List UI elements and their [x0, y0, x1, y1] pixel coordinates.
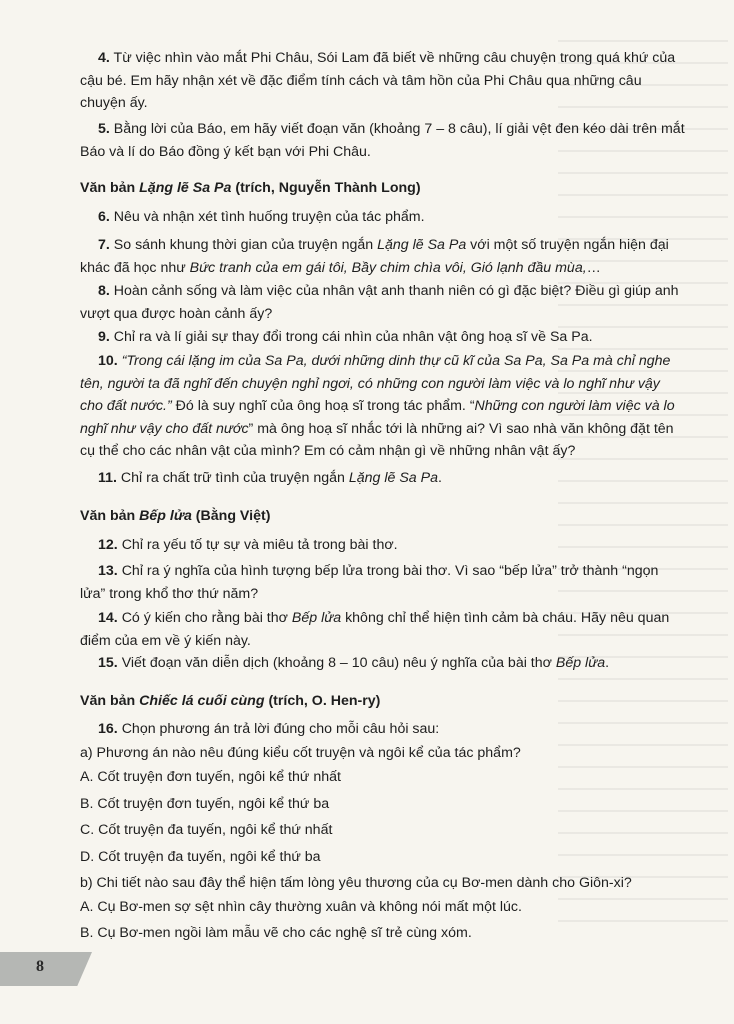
option-b-A: A. Cụ Bơ-men sợ sệt nhìn cây thường xuân và không nói mất một lúc. [80, 899, 522, 915]
question-number: 4. [98, 50, 110, 66]
question-number: 14. [98, 610, 118, 626]
section-title: Chiếc lá cuối cùng [139, 693, 265, 709]
question-number: 10. [98, 353, 118, 369]
section-heading-chiec-la-cuoi-cung [80, 690, 686, 713]
question-text: … [586, 259, 601, 276]
quotation: “Trong cái lặng im của Sa Pa, dưới những dinh thự cũ kĩ của Sa Pa, Sa Pa mà chỉ nghe tên, người ta đã nghĩ đến chuyện nghỉ ngơi, có những con người làm việc và lo nghĩ như vậy cho đất nước.” [80, 353, 671, 414]
question-number: 6. [98, 209, 110, 225]
question-text: So sánh khung thời gian của truyện ngắn [113, 237, 378, 253]
question-number: 9. [98, 329, 110, 345]
question-number: 16. [98, 721, 118, 737]
question-text: Viết đoạn văn diễn dịch (khoảng 8 – 10 câu) nêu ý nghĩa của bài thơ [121, 655, 556, 671]
section-prefix: Văn bản [80, 508, 140, 524]
question-6 [80, 206, 686, 229]
question-text: Chỉ ra và lí giải sự thay đổi trong cái nhìn của nhân vật ông hoạ sĩ về Sa Pa. [113, 329, 593, 345]
page-footer [0, 952, 100, 988]
question-14 [80, 607, 686, 652]
question-16 [80, 718, 686, 741]
question-text: . [605, 655, 610, 671]
question-text: Có ý kiến cho rằng bài thơ [121, 610, 292, 626]
option-a-D: D. Cốt truyện đa tuyến, ngôi kể thứ ba [80, 849, 321, 865]
work-title: Bếp lửa [555, 655, 606, 671]
question-text: Đó là suy nghĩ của ông hoạ sĩ trong tác phẩm. “ [171, 398, 475, 414]
question-text: Hoàn cảnh sống và làm việc của nhân vật anh thanh niên có gì đặc biệt? Điều gì giúp anh vượt qua được hoàn cảnh ấy? [80, 283, 679, 322]
question-text: Nêu và nhận xét tình huống truyện của tác phẩm. [113, 209, 425, 225]
section-heading-bep-lua [80, 505, 686, 528]
question-12 [80, 534, 686, 557]
section-title: Bếp lửa [139, 508, 192, 524]
question-5 [80, 118, 686, 163]
question-number: 11. [98, 470, 117, 486]
question-10 [80, 350, 686, 463]
sub-question-a: a) Phương án nào nêu đúng kiểu cốt truyện và ngôi kể của tác phẩm? [80, 745, 521, 761]
section-suffix: (trích, Nguyễn Thành Long) [231, 180, 421, 196]
work-title: Bếp lửa [291, 610, 342, 626]
question-8 [80, 280, 686, 325]
question-number: 8. [98, 283, 110, 299]
section-heading-lang-le-sa-pa [80, 177, 686, 200]
question-9 [80, 326, 686, 349]
question-number: 12. [98, 537, 118, 553]
page-number: 8 [36, 958, 44, 975]
question-text: với một số truyện ngắn hiện đại khác đã học như [80, 237, 669, 276]
section-suffix: (Bằng Việt) [191, 508, 271, 524]
question-text: ” mà ông hoạ sĩ nhắc tới là những ai? Vì sao nhà văn không đặt tên cụ thể cho các nhân vật của mình? Em có cảm nhận gì về những nhân vật ấy? [80, 420, 674, 459]
sub-question-b: b) Chi tiết nào sau đây thể hiện tấm lòng yêu thương của cụ Bơ-men dành cho Giôn-xi? [80, 875, 632, 891]
question-11 [80, 467, 686, 490]
question-text: Từ việc nhìn vào mắt Phi Châu, Sói Lam đã biết về những câu chuyện trong quá khứ của cậu bé. Em hãy nhận xét về đặc điểm tính cách và tâm hồn của Phi Châu qua những câu chuyện ấy. [80, 50, 676, 111]
question-text: Chọn phương án trả lời đúng cho mỗi câu hỏi sau: [121, 721, 440, 737]
question-text: không chỉ thể hiện tình cảm bà cháu. Hãy nêu quan điểm của em về ý kiến này. [80, 610, 670, 649]
option-a-C: C. Cốt truyện đa tuyến, ngôi kể thứ nhất [80, 822, 333, 838]
question-text: . [438, 470, 442, 486]
section-prefix: Văn bản [80, 693, 140, 709]
option-a-B: B. Cốt truyện đơn tuyến, ngôi kể thứ ba [80, 796, 330, 812]
question-text: Chỉ ra yếu tố tự sự và miêu tả trong bài thơ. [121, 537, 398, 553]
option-b-B: B. Cụ Bơ-men ngồi làm mẫu vẽ cho các nghệ sĩ trẻ cùng xóm. [80, 925, 472, 941]
question-text: Bằng lời của Báo, em hãy viết đoạn văn (khoảng 7 – 8 câu), lí giải vệt đen kéo dài trên mắt Báo và lí do Báo đồng ý kết bạn với Phi Châu. [80, 121, 685, 160]
section-prefix: Văn bản [80, 180, 140, 196]
option-a-A: A. Cốt truyện đơn tuyến, ngôi kể thứ nhất [80, 769, 341, 785]
page-number-tab [0, 952, 92, 986]
question-number: 7. [98, 237, 110, 253]
question-number: 13. [98, 563, 118, 579]
question-7 [80, 234, 686, 279]
section-title: Lặng lẽ Sa Pa [139, 180, 232, 196]
question-4 [80, 47, 686, 115]
work-titles: Bức tranh của em gái tôi, Bầy chim chìa vôi, Gió lạnh đầu mùa, [189, 259, 587, 276]
question-15 [80, 652, 686, 675]
question-number: 5. [98, 121, 110, 137]
question-number: 15. [98, 655, 118, 671]
quotation: Những con người làm việc và lo nghĩ như vậy cho đất nước [80, 398, 675, 437]
question-text: Chỉ ra ý nghĩa của hình tượng bếp lửa trong bài thơ. Vì sao “bếp lửa” trở thành “ngọn lửa” trong khổ thơ thứ năm? [80, 563, 659, 602]
question-text: Chỉ ra chất trữ tình của truyện ngắn [120, 470, 349, 486]
question-13 [80, 560, 686, 605]
work-title: Lặng lẽ Sa Pa [348, 470, 438, 486]
section-suffix: (trích, O. Hen-ry) [264, 693, 381, 709]
work-title: Lặng lẽ Sa Pa [377, 237, 467, 253]
